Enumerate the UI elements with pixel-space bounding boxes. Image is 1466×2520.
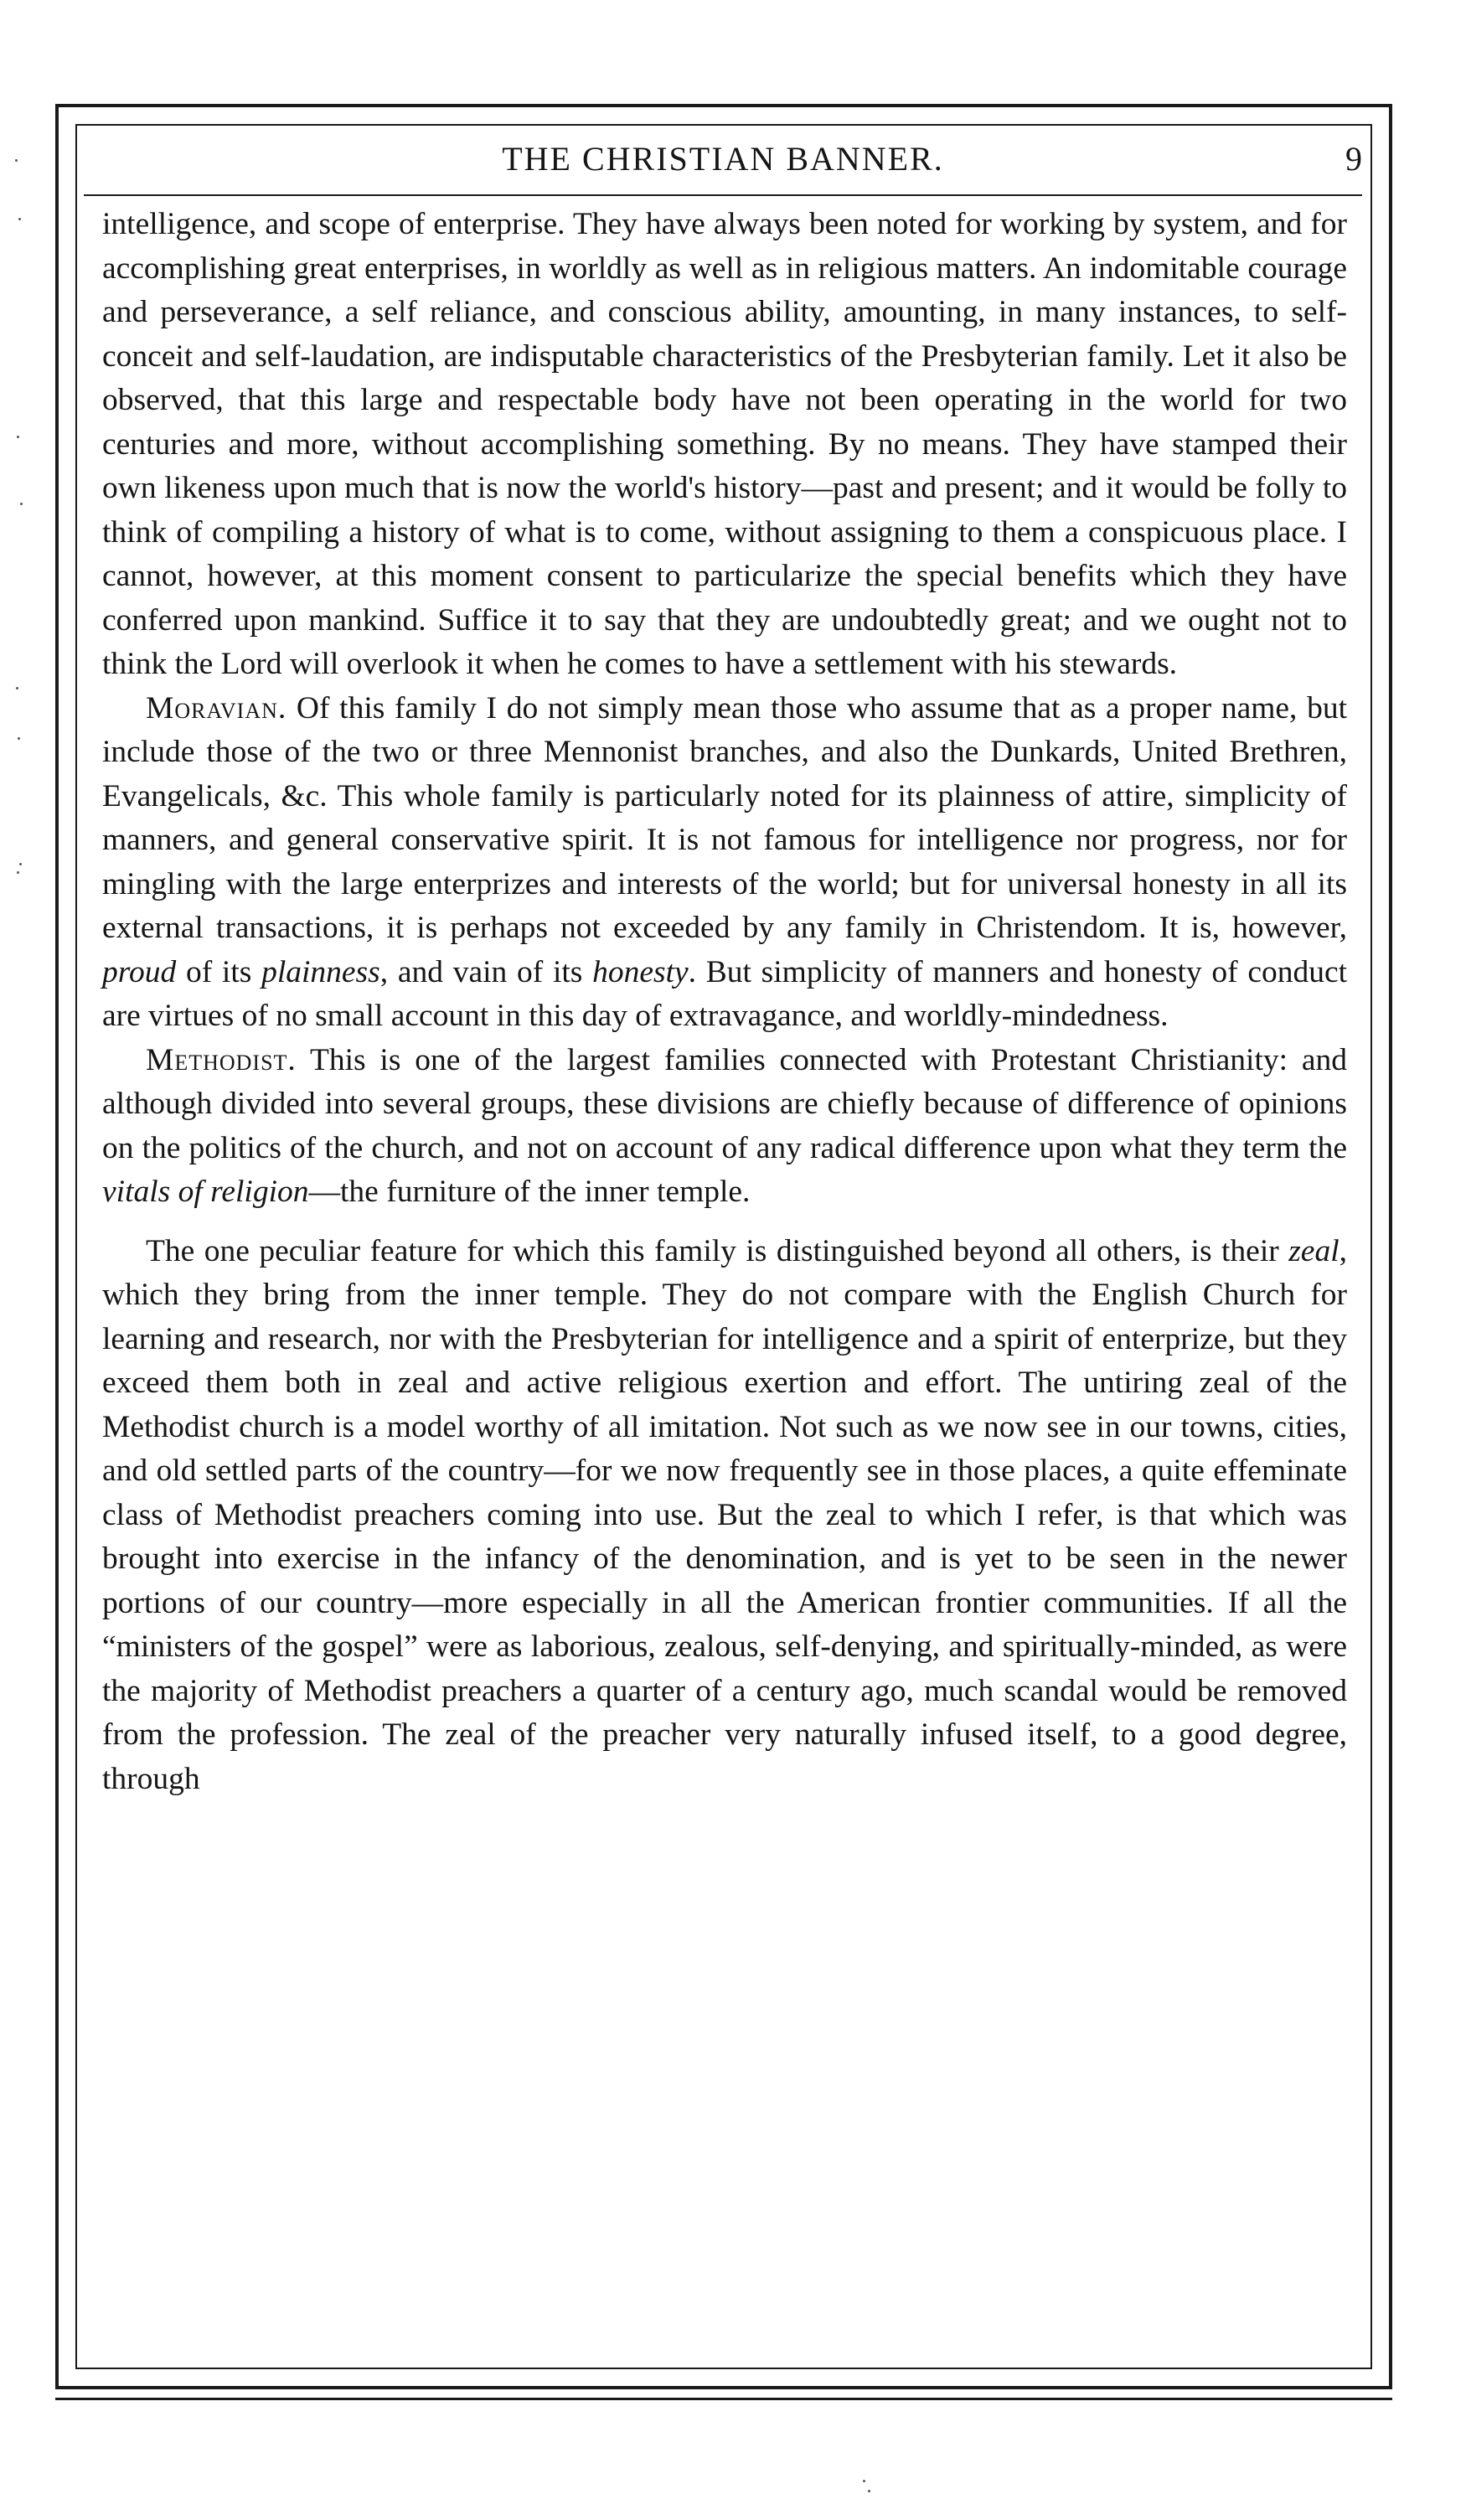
scan-speck	[868, 2490, 870, 2492]
scan-speck	[16, 687, 18, 689]
paragraph-methodist-zeal	[102, 1230, 1347, 1802]
section-heading-methodist: Methodist.	[146, 1042, 297, 1077]
moravian-text-b: of its	[185, 954, 252, 989]
paragraph-presbyterian-continued: intelligence, and scope of enterprise. They have always been noted for working by system, and for accomplishing great enterprises, in worldly as well as in religious matters. An indomitable courage and perseverance, a self reliance, and conscious ability, amounting, in many instances, to self-conceit and self-laudation, are indisputable characteristics of the Presbyterian family. Let it also be observed, that this large and respectable body have not been operating in the world for two centuries and more, without accomplishing something. By no means. They have stamped their own likeness upon much that is now the world's history—past and present; and it would be folly to think of compiling a history of what is to come, without assigning to them a conspicuous place. I cannot, however, at this moment consent to particularize the special benefits which they have conferred upon mankind. Suffice it to say that they are undoubtedly great; and we ought not to think the Lord will overlook it when he comes to have a settlement with his stewards.	[102, 207, 1347, 681]
moravian-emphasis-proud: proud	[102, 954, 177, 989]
scan-speck	[18, 737, 20, 740]
zeal-text-a: The one peculiar feature for which this family is distinguished beyond all others, is their	[146, 1233, 1279, 1268]
paragraph-moravian	[102, 687, 1347, 1039]
scan-speck	[17, 436, 19, 438]
bottom-rule	[55, 2398, 1392, 2400]
page-number: 9	[1345, 140, 1362, 178]
methodist-text-b: —the furniture of the inner temple.	[308, 1175, 751, 1209]
scan-speck	[20, 503, 23, 505]
scan-speck	[15, 159, 18, 162]
scan-speck	[19, 863, 22, 865]
methodist-emphasis-vitals: vitals of religion	[102, 1175, 309, 1209]
zeal-emphasis: zeal	[1288, 1233, 1340, 1268]
scan-speck	[18, 218, 21, 220]
scan-speck	[863, 2480, 865, 2482]
paragraph-methodist	[102, 1039, 1347, 1215]
running-title: THE CHRISTIAN BANNER.	[502, 140, 944, 178]
moravian-emphasis-honesty: honesty	[592, 954, 689, 989]
moravian-text-d: . But simplicity of manners and honesty of conduct are virtues of no small account in this day of extravagance, and worldly-mindedness.	[102, 954, 1348, 1033]
scan-speck	[17, 871, 19, 874]
zeal-text-b: , which they bring from the inner temple. They do not compare with the English Church for learning and research, nor with the Presbyterian for intelligence and a spirit of enterprize, but they exceed them both in zeal and active religious exertion and effort. The untiring zeal of the Methodist church is a model worthy of all imitation. Not such as we now see in our towns, cities, and old settled parts of the country—for we now frequently see in those places, a quite effeminate class of Methodist preachers coming into use. But the zeal to which I refer, is that which was brought into exercise in the infancy of the denomination, and is yet to be seen in the newer portions of our country—more especially in all the American frontier communities. If all the “ministers of the gospel” were as laborious, zealous, self-denying, and spiritually-minded, as were the majority of Methodist preachers a quarter of a century ago, much scandal would be removed from the profession. The zeal of the preacher very naturally infused itself, to a good degree, through	[102, 1233, 1348, 1796]
moravian-text-c: , and vain of its	[379, 954, 583, 989]
moravian-text-a: Of this family I do not simply mean those who assume that as a proper name, but include those of the two or three Mennonist branches, and also the Dunkards, United Brethren, Evangelicals, &c. This whole family is particularly noted for its plainness of attire, simplicity of manners, and general conservative spirit. It is not famous for intelligence nor progress, nor for mingling with the large enterprizes and interests of the world; but for universal honesty in all its external transactions, it is perhaps not exceeded by any family in Christendom. It is, however,	[102, 690, 1348, 945]
article-body	[102, 203, 1347, 1801]
running-head	[84, 132, 1362, 188]
section-heading-moravian: Moravian.	[146, 690, 287, 726]
header-rule	[84, 194, 1362, 196]
moravian-emphasis-plainness: plainness	[261, 954, 380, 989]
methodist-text-a: This is one of the largest families connected with Protestant Christianity: and although divided into several groups, these divisions are chiefly because of difference of opinions on the politics of the church, and not on account of any radical difference upon what they term the	[102, 1042, 1347, 1165]
